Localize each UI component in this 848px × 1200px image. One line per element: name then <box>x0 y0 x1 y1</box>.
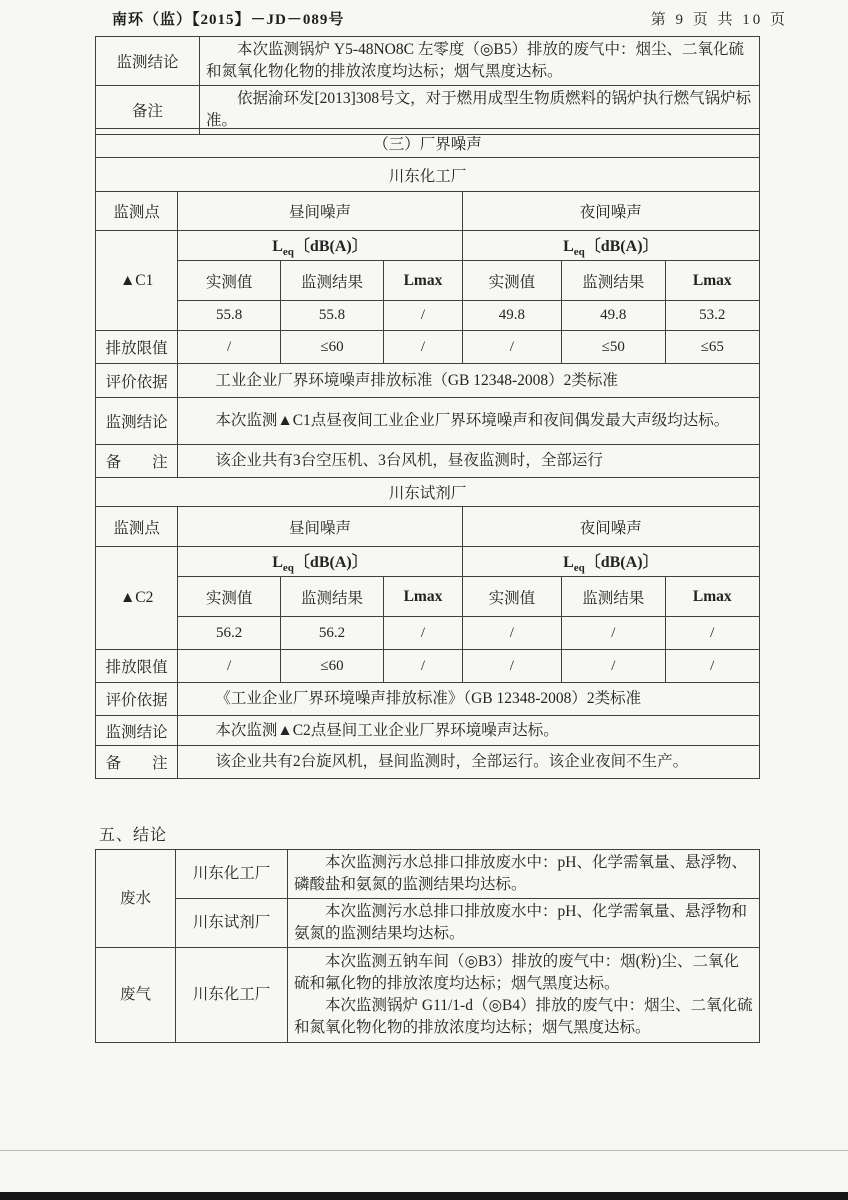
limit-row <box>96 650 760 683</box>
note-label: 备 注 <box>96 445 178 478</box>
value-cell: 56.2 <box>178 617 280 650</box>
wastegas-category-label: 废气 <box>96 948 176 1043</box>
lmax-header: Lmax <box>384 577 462 617</box>
limit-cell: / <box>178 331 280 364</box>
note-text: 依据渝环发[2013]308号文，对于燃用成型生物质燃料的锅炉执行燃气锅炉标准。 <box>200 86 760 135</box>
page-header <box>112 8 788 29</box>
limit-cell: / <box>462 331 561 364</box>
factory-name: 川东试剂厂 <box>176 899 288 948</box>
monitoring-conclusion-text: 本次监测锅炉 Y5-48NO8C 左零度（◎B5）排放的废气中：烟尘、二氧化硫和氮氧化物化物的排放浓度均达标；烟气黑度达标。 <box>200 37 760 86</box>
value-cell: 55.8 <box>280 301 383 331</box>
basis-label: 评价依据 <box>96 364 178 398</box>
note-text: 该企业共有3台空压机、3台风机，昼夜监测时，全部运行 <box>178 445 760 478</box>
point-label: 监测点 <box>96 192 178 231</box>
final-conclusion-table <box>95 849 760 1043</box>
result-header: 监测结果 <box>562 577 665 617</box>
wastewater-category-label: 废水 <box>96 850 176 948</box>
limit-cell: / <box>178 650 280 683</box>
wastegas-paragraph: 本次监测五钠车间（◎B3）排放的废气中：烟(粉)尘、二氧化硫和氟化物的排放浓度均达标；烟气黑度达标。 <box>294 953 739 992</box>
day-noise-header: 昼间噪声 <box>178 507 462 547</box>
factory-name: 川东化工厂 <box>96 158 760 192</box>
basis-text: 《工业企业厂界环境噪声排放标准》（GB 12348-2008）2类标准 <box>178 683 760 716</box>
values-row <box>96 617 760 650</box>
day-noise-header: 昼间噪声 <box>178 192 462 231</box>
leq-header-row <box>96 547 760 577</box>
limit-label: 排放限值 <box>96 331 178 364</box>
lmax-header: Lmax <box>665 577 760 617</box>
factory-name-row <box>96 478 760 507</box>
limit-cell: / <box>384 650 462 683</box>
basis-row <box>96 683 760 716</box>
lmax-header: Lmax <box>384 261 462 301</box>
footer-divider-line <box>0 1150 848 1151</box>
measured-header: 实测值 <box>462 261 561 301</box>
boundary-noise-table <box>95 128 760 779</box>
basis-label: 评价依据 <box>96 683 178 716</box>
point-label: 监测点 <box>96 507 178 547</box>
value-cell: / <box>562 617 665 650</box>
result-header: 监测结果 <box>280 261 383 301</box>
measured-header: 实测值 <box>178 261 280 301</box>
wastegas-conclusion-text <box>288 948 760 1043</box>
value-cell: / <box>384 301 462 331</box>
subheader-row <box>96 577 760 617</box>
value-cell: 53.2 <box>665 301 760 331</box>
lmax-header: Lmax <box>665 261 760 301</box>
subheader-row <box>96 261 760 301</box>
leq-header-row <box>96 231 760 261</box>
noise-section-title: （三）厂界噪声 <box>96 129 760 158</box>
limit-cell: ≤50 <box>562 331 665 364</box>
value-cell: 49.8 <box>462 301 561 331</box>
basis-row <box>96 364 760 398</box>
limit-cell: / <box>462 650 561 683</box>
value-cell: 55.8 <box>178 301 280 331</box>
note-label: 备 注 <box>96 746 178 779</box>
limit-cell: ≤65 <box>665 331 760 364</box>
column-header-row <box>96 507 760 547</box>
wastewater-conclusion-text: 本次监测污水总排口排放废水中：pH、化学需氧量、悬浮物和氨氮的监测结果均达标。 <box>288 899 760 948</box>
page-number: 第 9 页 共 10 页 <box>650 12 788 28</box>
result-header: 监测结果 <box>562 261 665 301</box>
values-row <box>96 301 760 331</box>
section-title-row <box>96 129 760 158</box>
note-row <box>96 445 760 478</box>
conclusion-text: 本次监测▲C1点昼夜间工业企业厂界环境噪声和夜间偶发最大声级均达标。 <box>178 398 760 445</box>
basis-text: 工业企业厂界环境噪声排放标准（GB 12348-2008）2类标准 <box>178 364 760 398</box>
night-noise-header: 夜间噪声 <box>462 507 759 547</box>
limit-cell: ≤60 <box>280 331 383 364</box>
value-cell: 56.2 <box>280 617 383 650</box>
document-number: 南环（监）【2015】－JD－089号 <box>112 12 345 28</box>
value-cell: 49.8 <box>562 301 665 331</box>
limit-cell: / <box>384 331 462 364</box>
wastewater-row <box>96 899 760 948</box>
leq-header-night: $L_{eq}$〔dB(A)〕 <box>462 231 759 261</box>
limit-cell: / <box>665 650 760 683</box>
conclusion-row <box>96 398 760 445</box>
conclusion-row <box>96 716 760 746</box>
monitoring-conclusion-label: 监测结论 <box>96 37 200 86</box>
monitoring-point-id: ▲C2 <box>96 547 178 650</box>
wastegas-row <box>96 948 760 1043</box>
value-cell: / <box>665 617 760 650</box>
night-noise-header: 夜间噪声 <box>462 192 759 231</box>
limit-cell: / <box>562 650 665 683</box>
wastewater-conclusion-text: 本次监测污水总排口排放废水中：pH、化学需氧量、悬浮物、磷酸盐和氨氮的监测结果均达标。 <box>288 850 760 899</box>
measured-header: 实测值 <box>462 577 561 617</box>
measured-header: 实测值 <box>178 577 280 617</box>
table-row <box>96 37 760 86</box>
note-text: 该企业共有2台旋风机，昼间监测时，全部运行。该企业夜间不生产。 <box>178 746 760 779</box>
limit-cell: ≤60 <box>280 650 383 683</box>
factory-name: 川东化工厂 <box>176 948 288 1043</box>
conclusion-label: 监测结论 <box>96 398 178 445</box>
limit-label: 排放限值 <box>96 650 178 683</box>
boiler-conclusion-table <box>95 36 760 135</box>
monitoring-point-id: ▲C1 <box>96 231 178 331</box>
factory-name-row <box>96 158 760 192</box>
conclusion-text: 本次监测▲C2点昼间工业企业厂界环境噪声达标。 <box>178 716 760 746</box>
note-row <box>96 746 760 779</box>
leq-header-day: $L_{eq}$〔dB(A)〕 <box>178 547 462 577</box>
result-header: 监测结果 <box>280 577 383 617</box>
note-label: 备注 <box>96 86 200 135</box>
leq-header-day: $L_{eq}$〔dB(A)〕 <box>178 231 462 261</box>
factory-name: 川东试剂厂 <box>96 478 760 507</box>
limit-row <box>96 331 760 364</box>
value-cell: / <box>384 617 462 650</box>
factory-name: 川东化工厂 <box>176 850 288 899</box>
leq-header-night: $L_{eq}$〔dB(A)〕 <box>462 547 759 577</box>
value-cell: / <box>462 617 561 650</box>
final-conclusion-heading: 五、结论 <box>99 827 168 844</box>
wastewater-row <box>96 850 760 899</box>
scan-edge-bar <box>0 1192 848 1200</box>
column-header-row <box>96 192 760 231</box>
wastegas-paragraph: 本次监测锅炉 G11/1-d（◎B4）排放的废气中：烟尘、二氧化硫和氮氧化物化物的排放浓度均达标；烟气黑度达标。 <box>294 997 753 1036</box>
conclusion-label: 监测结论 <box>96 716 178 746</box>
